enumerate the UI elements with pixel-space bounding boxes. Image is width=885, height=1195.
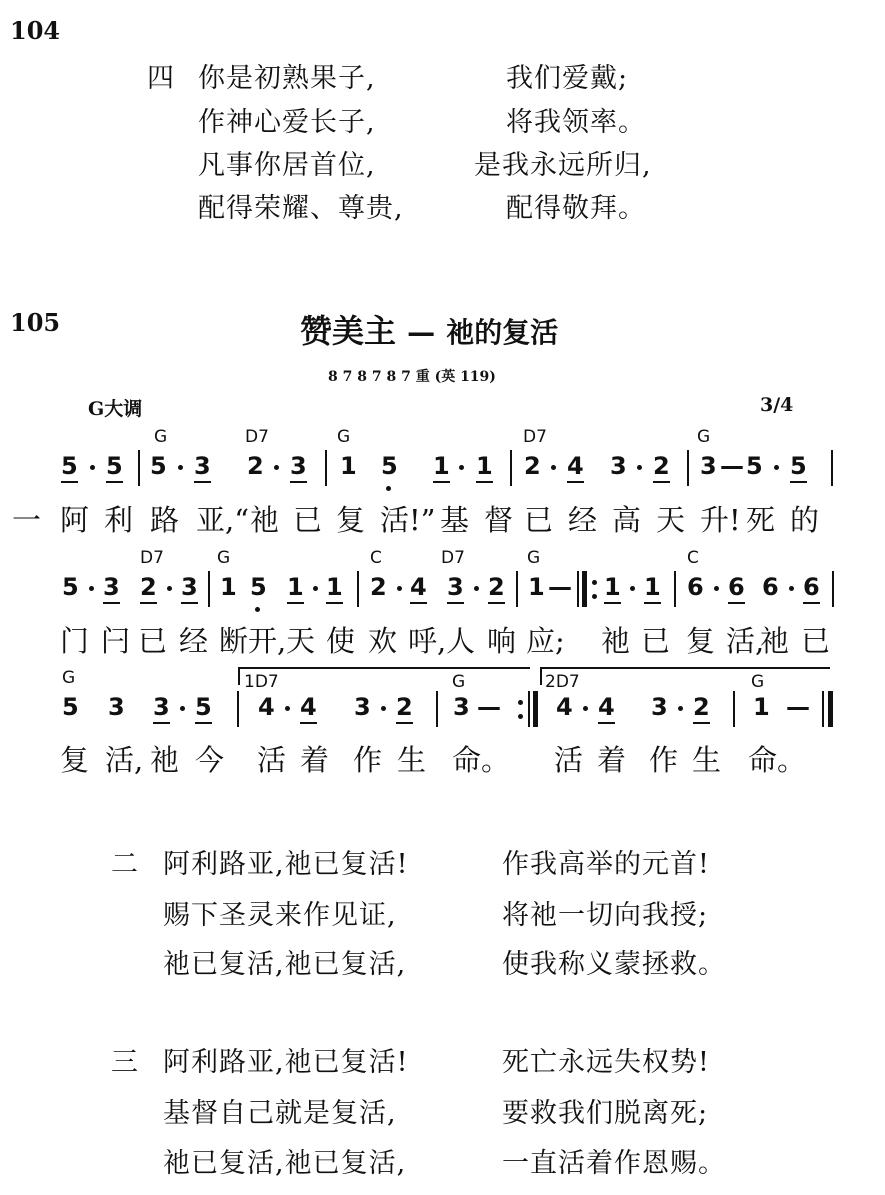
verse-line: 你是初熟果子, [198, 63, 376, 94]
lyric: 祂 [760, 624, 790, 658]
repeat-dot [592, 594, 597, 599]
lyric: 复 [60, 743, 90, 777]
note: 1 [753, 693, 770, 721]
barline [325, 450, 327, 486]
dot [630, 586, 635, 591]
lyric: 祂 [250, 503, 280, 537]
lyric: 响 [487, 624, 517, 658]
final-barline-thin [822, 691, 824, 727]
note: 3 [108, 693, 125, 721]
lyric: 基 [440, 503, 470, 537]
note: 6 [728, 573, 745, 604]
dot [285, 706, 290, 711]
note: 5 [62, 693, 79, 721]
note: 4 [598, 693, 615, 724]
dot [774, 465, 779, 470]
note: 2 [653, 452, 670, 483]
note: 3 [194, 452, 211, 483]
note: 6 [803, 573, 820, 604]
note: 1 [340, 452, 357, 480]
dot [180, 706, 185, 711]
note: 4 [556, 693, 573, 721]
lyric: 亚,“ [196, 503, 250, 537]
dot [313, 586, 318, 591]
verse-line: 将我领率。 [506, 107, 646, 138]
chord: G [452, 672, 466, 692]
note: 4 [567, 452, 584, 483]
verse-line: 配得荣耀、尊贵, [198, 193, 404, 224]
note: 5 [746, 452, 763, 480]
note: 5 [381, 452, 398, 480]
verse-line: 作我高举的元首! [502, 849, 710, 880]
lyric: 呼, [408, 624, 447, 658]
note: 5 [790, 452, 807, 483]
note: 5 [61, 452, 78, 483]
lyric: 人 [446, 624, 476, 658]
repeat-end-bar [533, 691, 538, 727]
chord: D7 [441, 548, 465, 568]
hymn-meter: 8 7 8 7 8 7 重 (英 119) [328, 369, 496, 385]
chord: G [62, 668, 76, 688]
barline [138, 450, 140, 486]
lyric: 已 [801, 624, 831, 658]
repeat-dot [518, 700, 523, 705]
verse-line: 基督自己就是复活, [163, 1098, 397, 1129]
verse-line: 死亡永远失权势! [502, 1047, 710, 1078]
note: 1 [326, 573, 343, 604]
lyric: 活, [726, 624, 765, 658]
lyric: 着 [597, 743, 627, 777]
barline [436, 691, 438, 727]
title-sub: 祂的复活 [446, 316, 559, 349]
lyric: 活!” [380, 503, 436, 537]
lyric: 已 [641, 624, 671, 658]
note: 2 [693, 693, 710, 724]
dash: — [477, 693, 501, 721]
barline [674, 571, 676, 607]
note: 5 [195, 693, 212, 724]
note: 5 [62, 573, 79, 601]
lyric: 欢 [368, 624, 398, 658]
dot [274, 465, 279, 470]
dot [637, 465, 642, 470]
verse-line: 配得敬拜。 [506, 193, 646, 224]
lyric: 今 [195, 743, 225, 777]
lyric: 高 [612, 503, 642, 537]
lyric: 祂 [150, 743, 180, 777]
verse-line: 将祂一切向我授; [502, 900, 709, 931]
verse-line: 一直活着作恩赐。 [502, 1148, 726, 1179]
lyric: 天 [286, 624, 316, 658]
barline [733, 691, 735, 727]
verse-number: 二 [111, 849, 139, 880]
chord: G [697, 427, 711, 447]
chord: G [527, 548, 541, 568]
chord: G [337, 427, 351, 447]
chord: C [370, 548, 382, 568]
chord: D7 [245, 427, 269, 447]
note: 3 [181, 573, 198, 604]
final-barline-thick [828, 691, 833, 727]
lyric: 已 [524, 503, 554, 537]
note: 3 [447, 573, 464, 604]
barline [510, 450, 512, 486]
note: 2 [247, 452, 264, 480]
barline [832, 571, 834, 607]
dash: — [720, 452, 744, 480]
note: 4 [258, 693, 275, 721]
lyric: 经 [568, 503, 598, 537]
dot [551, 465, 556, 470]
note: 5 [150, 452, 167, 480]
lyric: 阿 [60, 503, 90, 537]
lyric: 复 [336, 503, 366, 537]
chord: 1D7 [244, 672, 279, 692]
lyric: 作 [649, 743, 679, 777]
note: 2 [396, 693, 413, 724]
note: 3 [103, 573, 120, 604]
lyric: 活 [554, 743, 584, 777]
chord: G [751, 672, 765, 692]
note: 6 [687, 573, 704, 601]
verse-line: 阿利路亚,祂已复活! [163, 849, 409, 880]
note: 3 [354, 693, 371, 721]
note: 3 [453, 693, 470, 721]
lyric: 路 [150, 503, 180, 537]
lyric: 利 [104, 503, 134, 537]
lyric: 已 [293, 503, 323, 537]
verse-line: 赐下圣灵来作见证, [163, 900, 397, 931]
lyric: 升! [700, 503, 741, 537]
title-main: 赞美主 [300, 312, 397, 350]
note: 3 [610, 452, 627, 480]
note: 3 [153, 693, 170, 724]
dash: — [786, 693, 810, 721]
verse-line: 使我称义蒙拯救。 [502, 949, 726, 980]
lyric: 生 [692, 743, 722, 777]
chord: 2D7 [545, 672, 580, 692]
lyric: 死 [746, 503, 776, 537]
note: 6 [762, 573, 779, 601]
verse-number: 四 [147, 63, 175, 94]
lyric: 活 [257, 743, 287, 777]
note: 2 [488, 573, 505, 604]
dot [167, 586, 172, 591]
hymn-number-105: 105 [10, 308, 61, 337]
verse-line: 祂已复活,祂已复活, [163, 1148, 407, 1179]
dot [714, 586, 719, 591]
lyric: 断开, [219, 624, 287, 658]
chord: D7 [140, 548, 164, 568]
hymn-title [300, 306, 558, 352]
dot [90, 465, 95, 470]
lyric: 作 [353, 743, 383, 777]
lyric: 天 [656, 503, 686, 537]
title-dash: — [407, 316, 436, 349]
lyric: 生 [397, 743, 427, 777]
note: 1 [476, 452, 493, 483]
note: 1 [604, 573, 621, 604]
note: 1 [220, 573, 237, 601]
note: 1 [433, 452, 450, 483]
verse-line: 要救我们脱离死; [502, 1098, 709, 1129]
note: 1 [644, 573, 661, 604]
verse-line: 是我永远所归, [474, 150, 652, 181]
repeat-dot [592, 580, 597, 585]
low-octave-dot [255, 607, 260, 612]
barline [687, 450, 689, 486]
dot [89, 586, 94, 591]
lyric: 祂 [601, 624, 631, 658]
note: 2 [524, 452, 541, 480]
note: 3 [700, 452, 717, 480]
repeat-start-bar [582, 571, 587, 607]
dot [178, 465, 183, 470]
note: 1 [528, 573, 545, 601]
second-ending-bracket [540, 667, 830, 669]
lyric: 应; [526, 624, 565, 658]
dot [381, 706, 386, 711]
barline [577, 571, 579, 607]
barline [831, 450, 833, 486]
lyric: 着 [300, 743, 330, 777]
lyric: 复 [686, 624, 716, 658]
dot [397, 586, 402, 591]
barline [516, 571, 518, 607]
note: 5 [106, 452, 123, 483]
note: 2 [370, 573, 387, 601]
first-ending-bracket [238, 667, 530, 669]
second-ending-bracket-edge [540, 667, 542, 685]
chord: G [217, 548, 231, 568]
lyric: 命。 [452, 743, 511, 777]
verse-number: 三 [111, 1047, 139, 1078]
first-ending-bracket-edge [238, 667, 240, 685]
chord: C [687, 548, 699, 568]
note: 4 [410, 573, 427, 604]
verse-line: 我们爱戴; [506, 63, 629, 94]
barline [528, 691, 530, 727]
note: 3 [290, 452, 307, 483]
barline [208, 571, 210, 607]
lyric: 命。 [748, 743, 807, 777]
dot [678, 706, 683, 711]
low-octave-dot [386, 486, 391, 491]
dash: — [548, 573, 572, 601]
chord: G [154, 427, 168, 447]
lyric: 使 [326, 624, 356, 658]
dot [789, 586, 794, 591]
note: 2 [140, 573, 157, 604]
verse-line: 凡事你居首位, [198, 150, 376, 181]
repeat-dot [518, 714, 523, 719]
dot [474, 586, 479, 591]
lyric: 的 [790, 503, 820, 537]
note: 4 [300, 693, 317, 724]
lyric: 活, [105, 743, 144, 777]
lyric: 经 [179, 624, 209, 658]
lyric: 门 [60, 624, 90, 658]
lyric: 闩 [101, 624, 131, 658]
verse-line: 作神心爱长子, [198, 107, 376, 138]
hymn-number-104: 104 [10, 16, 61, 45]
verse-marker: 一 [12, 503, 42, 537]
dot [459, 465, 464, 470]
note: 1 [287, 573, 304, 604]
lyric: 督 [484, 503, 514, 537]
lyric: 已 [138, 624, 168, 658]
note: 5 [250, 573, 267, 601]
barline [237, 691, 239, 727]
chord: D7 [523, 427, 547, 447]
verse-line: 阿利路亚,祂已复活! [163, 1047, 409, 1078]
barline [357, 571, 359, 607]
key-signature: G大调 [88, 398, 143, 420]
dot [583, 706, 588, 711]
time-signature: 3/4 [760, 394, 794, 416]
note: 3 [651, 693, 668, 721]
verse-line: 祂已复活,祂已复活, [163, 949, 407, 980]
